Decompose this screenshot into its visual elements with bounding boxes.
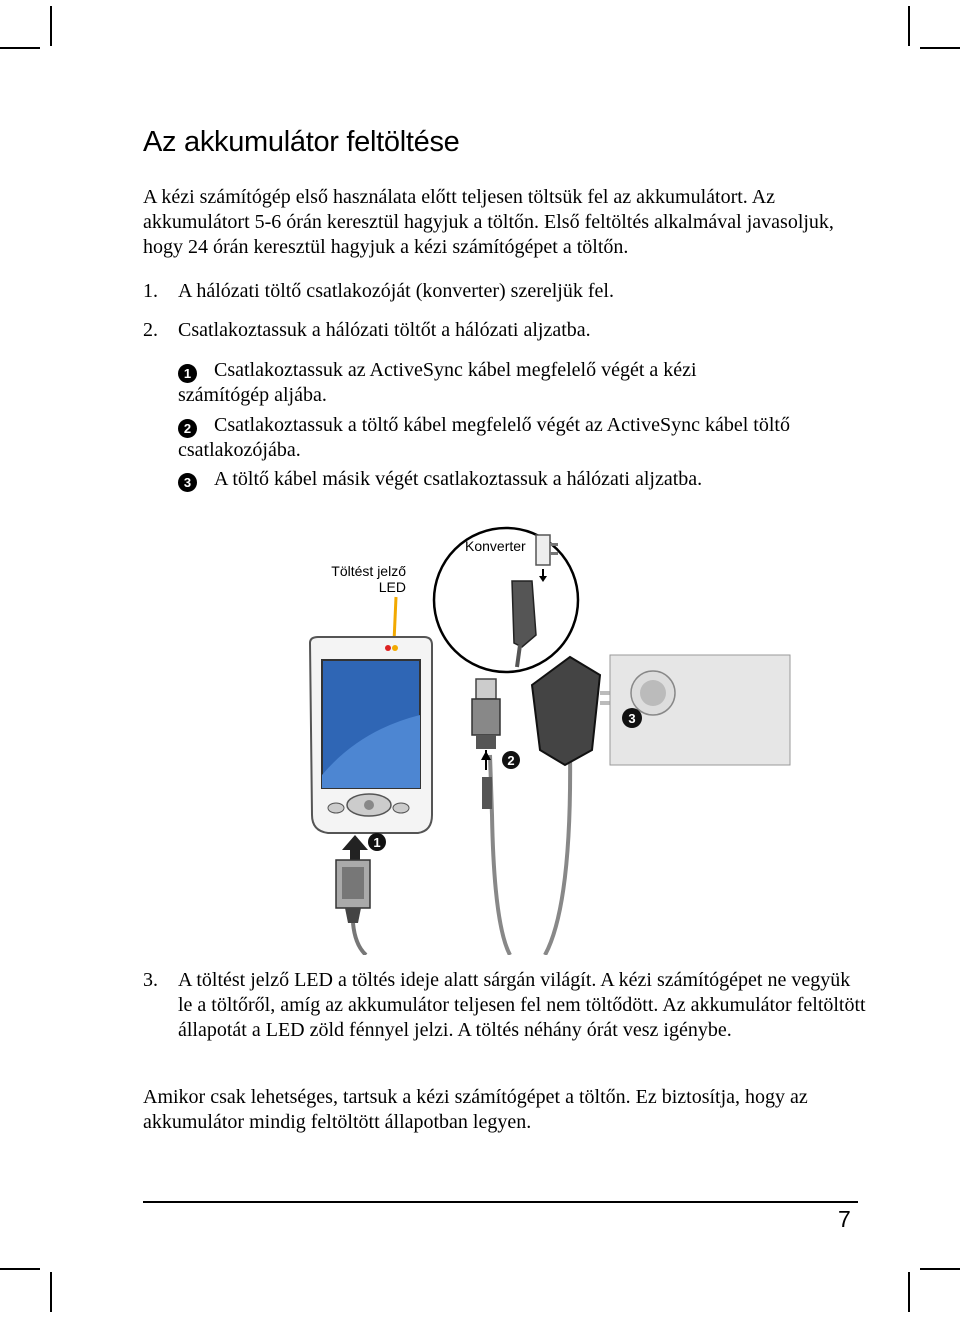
led-label-line2: LED — [378, 579, 406, 595]
substep-line2: számítógép aljába. — [178, 384, 327, 406]
substep-line2: csatlakozójába. — [178, 439, 301, 461]
substep-line1: Csatlakoztassuk az ActiveSync kábel megfelelő végét a kézi — [214, 359, 697, 381]
intro-paragraph: A kézi számítógép első használata előtt teljesen töltsük fel az akkumulátort. Az akkumulátort 5-6 órán keresztül hagyjuk a töltőn. Első feltöltés alkalmával javasoljuk, hogy 24 órán keresztül hagyjuk a kézi számítógépet a töltőn. — [143, 186, 834, 258]
footer-rule — [143, 1201, 858, 1203]
marker-2-icon: 2 — [178, 419, 197, 438]
svg-text:3: 3 — [628, 711, 636, 726]
led-leader-line — [394, 597, 396, 642]
arrow-1-icon — [342, 835, 368, 860]
converter-adapter-icon — [512, 581, 536, 647]
step-text: Csatlakoztassuk a hálózati töltőt a hálózati aljzatba. — [178, 319, 591, 341]
substep-line1: Csatlakoztassuk a töltő kábel megfelelő végét az ActiveSync kábel töltő — [214, 414, 790, 436]
step-text: A hálózati töltő csatlakozóját (konverter) szereljük fel. — [178, 280, 614, 302]
step-number: 1. — [143, 280, 158, 302]
page-number: 7 — [838, 1206, 851, 1232]
closing-paragraph: Amikor csak lehetséges, tartsuk a kézi számítógépet a töltőn. Ez biztosítja, hogy az akkumulátor mindig feltöltött állapotban legyen. — [143, 1086, 808, 1133]
crop-mark-top-right-v — [908, 6, 910, 46]
substep-3 — [178, 467, 878, 492]
usb-plug-icon — [472, 679, 500, 749]
crop-mark-top-left-v — [50, 6, 52, 46]
pda-device-icon — [310, 637, 432, 833]
page-title: Az akkumulátor feltöltése — [143, 126, 460, 158]
marker-1-icon: 1 — [178, 364, 197, 383]
led-label-line1: Töltést jelző — [331, 563, 406, 579]
marker-3-icon: 3 — [178, 473, 197, 492]
crop-mark-top-right-h — [920, 47, 960, 49]
charging-illustration — [300, 515, 950, 955]
step-number: 2. — [143, 319, 158, 341]
crop-mark-top-left-h — [0, 47, 40, 49]
converter-plug-icon — [536, 535, 550, 565]
svg-text:1: 1 — [373, 835, 381, 850]
crop-mark-bottom-left-v — [50, 1272, 52, 1312]
step-text: A töltést jelző LED a töltés ideje alatt sárgán világít. A kézi számítógépet ne vegyük le a töltőről, amíg az akkumulátor teljesen fel nem töltődött. Az akkumulátor feltöltött állapotát a LED zöld fénnyel jelzi. A töltés néhány órát vesz igénybe. — [178, 969, 866, 1041]
crop-mark-bottom-right-v — [908, 1272, 910, 1312]
step-number: 3. — [143, 969, 158, 991]
crop-mark-bottom-right-h — [920, 1268, 960, 1270]
svg-text:2: 2 — [507, 753, 515, 768]
substep-1 — [178, 358, 878, 408]
converter-label: Konverter — [465, 538, 526, 554]
ac-charger-icon — [532, 657, 600, 765]
substep-line1: A töltő kábel másik végét csatlakoztassuk a hálózati aljzatba. — [214, 468, 703, 490]
substep-2 — [178, 413, 878, 463]
crop-mark-bottom-left-h — [0, 1268, 40, 1270]
